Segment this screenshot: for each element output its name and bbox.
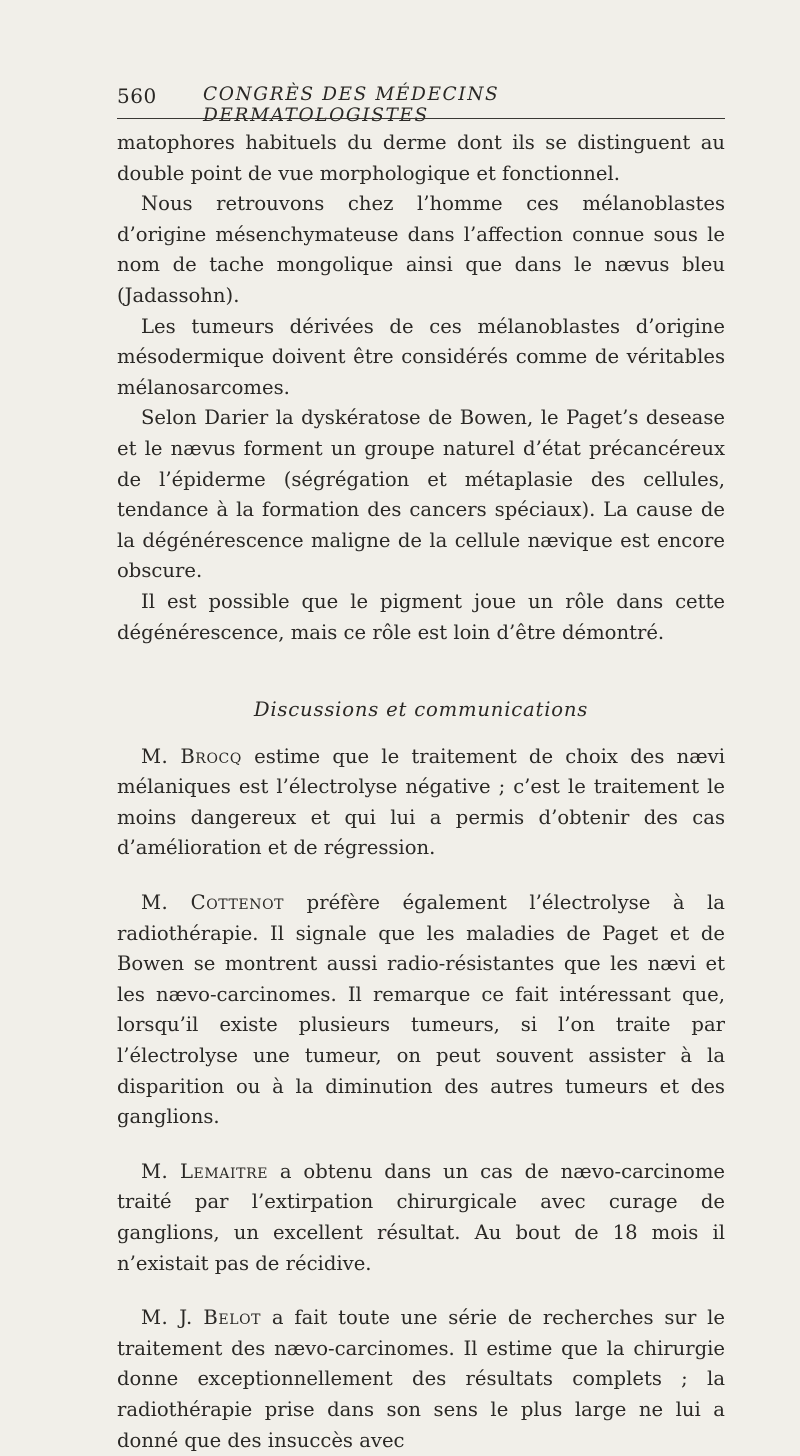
- communication-text: a obtenu dans un cas de nævo-carcinome traité par l’extirpation chirurgicale avec curage de ganglions, un excellent résultat. Au bout de 18 mois il n’existait pas de récidive.: [117, 1159, 725, 1275]
- speaker-name: Belot: [203, 1306, 262, 1330]
- speaker-prefix: M.: [141, 891, 169, 915]
- communication-text: préfère également l’électrolyse à la radiothérapie. Il signale que les maladies de Paget et de Bowen se montrent aussi radio-résistantes que les nævi et les nævo-carcinomes. Il remarque ce fait intéressant que, lorsqu’il existe plusieurs tumeurs, si l’on traite par l’électrolyse une tumeur, on peut souvent assister à la disparition ou à la diminution des autres tumeurs et des ganglions.: [117, 891, 725, 1129]
- speaker-name: Lemaitre: [179, 1159, 269, 1183]
- communication-lemaitre: [117, 1157, 725, 1279]
- page-header: [117, 84, 725, 126]
- section-heading: Discussions et communications: [253, 698, 589, 722]
- paragraph: Il est possible que le pigment joue un rôle dans cette dégénérescence, mais ce rôle est loin d’être démontré.: [117, 589, 725, 644]
- header-rule: [117, 118, 725, 119]
- communication-text: estime que le traitement de choix des nævi mélaniques est l’électrolyse négative ; c’est le traitement le moins dangereux et qui lui a permis d’obtenir des cas d’amélioration et de régression.: [117, 744, 725, 860]
- running-title: CONGRÈS DES MÉDECINS DERMATOLOGISTES: [203, 84, 500, 126]
- speaker-name: Cottenot: [190, 891, 285, 915]
- communication-belot: [117, 1303, 725, 1456]
- paragraph: Selon Darier la dyskératose de Bowen, le Paget’s desease et le nævus forment un groupe naturel d’état précancéreux de l’épiderme (ségrégation et métaplasie des cellules, tendance à la formation des cancers spéciaux). La cause de la dégénérescence maligne de la cellule nævique est encore obscure.: [117, 406, 725, 583]
- speaker-prefix: M.: [141, 744, 169, 768]
- communication-text: a fait toute une série de recherches sur le traitement des nævo-carcinomes. Il estime que la chirurgie donne exceptionnellement des résultats complets ; la radiothérapie prise dans son sens le plus large ne lui a donné que des insuccès avec: [117, 1306, 725, 1452]
- speaker-prefix: M.: [141, 1159, 169, 1183]
- speaker-name: Brocq: [180, 744, 242, 768]
- communication-brocq: [117, 742, 725, 864]
- page-number: 560: [117, 84, 157, 108]
- paragraph: matophores habituels du derme dont ils se distinguent au double point de vue morphologique et fonctionnel.: [117, 131, 725, 185]
- body-text: [117, 128, 725, 1456]
- paragraph: Les tumeurs dérivées de ces mélanoblastes d’origine mésodermique doivent être considérés comme de véritables mélanosarcomes.: [117, 314, 725, 399]
- communication-cottenot: [117, 888, 725, 1133]
- paragraph: Nous retrouvons chez l’homme ces mélanoblastes d’origine mésenchymateuse dans l’affection connue sous le nom de tache mongolique ainsi que dans le nævus bleu (Jadassohn).: [117, 192, 725, 307]
- speaker-prefix: M. J.: [141, 1306, 193, 1330]
